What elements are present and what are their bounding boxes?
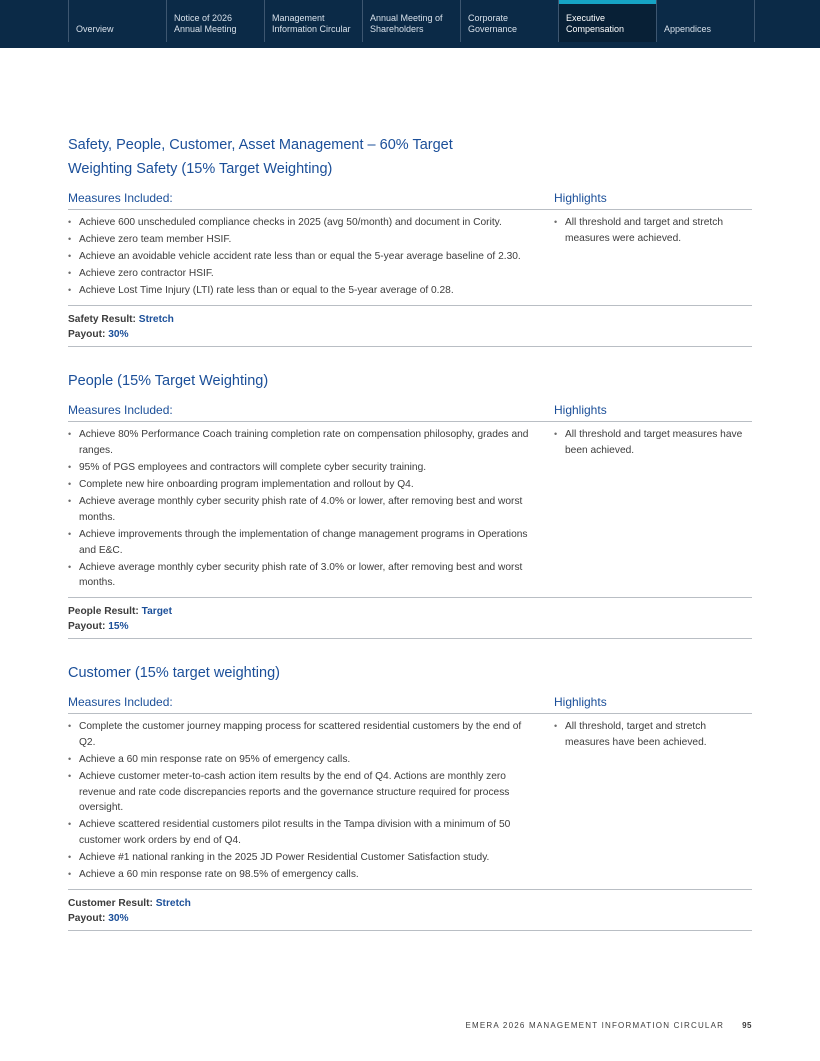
result-label: Customer Result: bbox=[68, 898, 153, 910]
nav-tab-label: Management Information Circular bbox=[272, 13, 351, 34]
list-item: • Achieve scattered residential customers pilot results in the Tampa division with a minimum of 50 customer work orders by end of Q4. bbox=[68, 817, 540, 848]
nav-tab-label: Appendices bbox=[664, 24, 712, 34]
list-item: • Complete the customer journey mapping process for scattered residential customers by the end of Q2. bbox=[68, 719, 540, 750]
list-item: • Achieve a 60 min response rate on 95% of emergency calls. bbox=[68, 752, 540, 768]
measures-list bbox=[68, 719, 554, 884]
page-title bbox=[68, 133, 752, 181]
list-item: • Achieve customer meter-to-cash action item results by the end of Q4. Actions are monthly zero revenue and rate code discrepancies reports and the governance structure required for process oversight. bbox=[68, 769, 540, 816]
nav-tab-appendices[interactable] bbox=[656, 0, 754, 42]
list-item: • Achieve average monthly cyber security phish rate of 4.0% or lower, after removing best and worst months. bbox=[68, 494, 540, 525]
section-header-row bbox=[68, 191, 752, 210]
list-item: • All threshold, target and stretch measures have been achieved. bbox=[554, 719, 752, 750]
main-content bbox=[68, 133, 752, 953]
nav-tab-annual-meeting-of-shareholders[interactable] bbox=[362, 0, 460, 42]
measures-heading: Measures Included: bbox=[68, 695, 173, 710]
page-footer bbox=[466, 1021, 753, 1030]
section-body-row bbox=[68, 210, 752, 306]
section-header-row bbox=[68, 403, 752, 422]
page-title-line-1: Safety, People, Customer, Asset Management – 60% Target bbox=[68, 137, 453, 153]
payout-value: 15% bbox=[108, 621, 129, 633]
section-body-row bbox=[68, 422, 752, 598]
payout-label: Payout: bbox=[68, 329, 106, 341]
customer-section bbox=[68, 661, 752, 931]
measures-heading: Measures Included: bbox=[68, 403, 173, 418]
page-title-line-2: Weighting Safety (15% Target Weighting) bbox=[68, 161, 333, 177]
result-block bbox=[68, 306, 752, 347]
highlights-list bbox=[554, 719, 752, 884]
nav-divider bbox=[754, 0, 755, 42]
nav-tab-label: Executive Compensation bbox=[566, 13, 625, 34]
result-block bbox=[68, 890, 752, 931]
highlights-heading: Highlights bbox=[554, 403, 607, 418]
nav-tab-corporate-governance[interactable] bbox=[460, 0, 558, 42]
payout-line bbox=[68, 911, 752, 926]
section-header-row bbox=[68, 695, 752, 714]
result-value: Stretch bbox=[155, 898, 191, 910]
measures-list bbox=[68, 215, 554, 300]
list-item: • Achieve improvements through the implementation of change management programs in Operations and E&C. bbox=[68, 527, 540, 558]
result-label: People Result: bbox=[68, 606, 139, 618]
result-value: Target bbox=[141, 606, 172, 618]
list-item: • Achieve 600 unscheduled compliance checks in 2025 (avg 50/month) and document in Cority. bbox=[68, 215, 540, 231]
result-value: Stretch bbox=[138, 314, 174, 326]
people-section bbox=[68, 369, 752, 639]
measures-heading: Measures Included: bbox=[68, 191, 173, 205]
list-item: • All threshold and target measures have been achieved. bbox=[554, 427, 752, 458]
page-number: 95 bbox=[742, 1021, 752, 1030]
list-item: • Achieve zero contractor HSIF. bbox=[68, 266, 540, 282]
nav-tab-label: Corporate Governance bbox=[468, 13, 518, 34]
list-item: • Achieve 80% Performance Coach training completion rate on compensation philosophy, grades and ranges. bbox=[68, 427, 540, 458]
footer-document-title: EMERA 2026 MANAGEMENT INFORMATION CIRCULAR bbox=[465, 1021, 725, 1030]
result-line bbox=[68, 604, 752, 619]
payout-line bbox=[68, 327, 752, 342]
list-item: • Achieve Lost Time Injury (LTI) rate less than or equal to the 5-year average of 0.28. bbox=[68, 283, 540, 299]
nav-tab-executive-compensation[interactable] bbox=[558, 0, 656, 42]
list-item: • Achieve a 60 min response rate on 98.5% of emergency calls. bbox=[68, 867, 540, 883]
result-line bbox=[68, 896, 752, 911]
highlights-heading: Highlights bbox=[554, 191, 607, 205]
highlights-list bbox=[554, 215, 752, 300]
top-navigation bbox=[0, 0, 820, 48]
list-item: • Achieve zero team member HSIF. bbox=[68, 232, 540, 248]
section-title: Customer (15% target weighting) bbox=[68, 665, 280, 682]
list-item: • Achieve #1 national ranking in the 2025 JD Power Residential Customer Satisfaction study. bbox=[68, 850, 540, 866]
list-item: • Complete new hire onboarding program implementation and rollout by Q4. bbox=[68, 477, 540, 493]
nav-tab-label: Annual Meeting of Shareholders bbox=[370, 13, 443, 34]
highlights-heading: Highlights bbox=[554, 695, 607, 710]
nav-tab-notice-of-annual-meeting[interactable] bbox=[166, 0, 264, 42]
payout-label: Payout: bbox=[68, 621, 106, 633]
nav-tab-label: Notice of 2026 Annual Meeting bbox=[174, 13, 237, 34]
result-block bbox=[68, 598, 752, 639]
section-title: People (15% Target Weighting) bbox=[68, 373, 269, 390]
result-label: Safety Result: bbox=[68, 314, 136, 326]
payout-line bbox=[68, 619, 752, 634]
section-body-row bbox=[68, 714, 752, 890]
payout-value: 30% bbox=[108, 913, 129, 925]
safety-section bbox=[68, 191, 752, 347]
measures-list bbox=[68, 427, 554, 592]
list-item: • Achieve average monthly cyber security phish rate of 3.0% or lower, after removing best and worst months. bbox=[68, 560, 540, 591]
list-item: • 95% of PGS employees and contractors will complete cyber security training. bbox=[68, 460, 540, 476]
nav-tab-management-information-circular[interactable] bbox=[264, 0, 362, 42]
payout-label: Payout: bbox=[68, 913, 106, 925]
nav-tab-label: Overview bbox=[76, 24, 114, 34]
highlights-list bbox=[554, 427, 752, 592]
result-line bbox=[68, 312, 752, 327]
payout-value: 30% bbox=[108, 329, 129, 341]
list-item: • Achieve an avoidable vehicle accident rate less than or equal the 5-year average baseline of 2.30. bbox=[68, 249, 540, 265]
list-item: • All threshold and target and stretch measures were achieved. bbox=[554, 215, 752, 246]
nav-tab-overview[interactable] bbox=[68, 0, 166, 42]
